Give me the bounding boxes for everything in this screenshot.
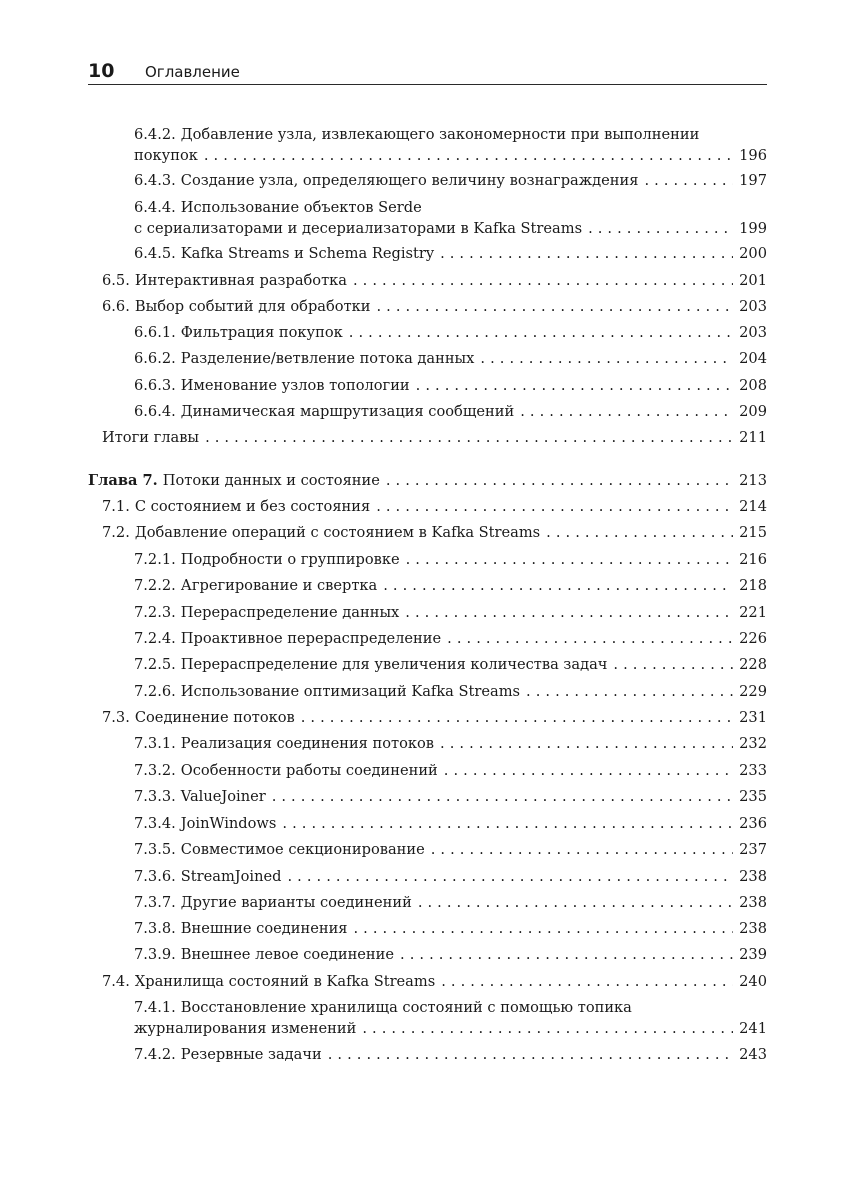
dot-leader <box>204 145 733 166</box>
page-number-ref: 233 <box>739 762 767 779</box>
dot-leader <box>205 427 733 448</box>
page-number-ref: 240 <box>739 973 767 990</box>
entry-title: Соединение потоков <box>134 709 295 726</box>
entry-number: 6.6.1. <box>134 324 176 341</box>
toc-entry[interactable] <box>88 602 767 623</box>
entry-number: 7.3.4. <box>134 815 176 832</box>
dot-leader <box>526 681 733 702</box>
dot-leader <box>588 218 733 239</box>
entry-number: 6.6.2. <box>134 350 176 367</box>
toc-entry[interactable] <box>88 839 767 860</box>
entry-title: Выбор событий для обработки <box>134 298 371 315</box>
page-number-ref: 197 <box>739 172 767 189</box>
dot-leader <box>287 866 733 887</box>
page-number-ref: 211 <box>739 429 767 446</box>
entry-number: 7.4.1. <box>134 999 176 1016</box>
toc-entry[interactable] <box>88 918 767 939</box>
page-number-ref: 238 <box>739 920 767 937</box>
toc-entry[interactable] <box>88 681 767 702</box>
toc-entry[interactable] <box>88 322 767 343</box>
entry-title: Добавление операций с состоянием в Kafka Streams <box>134 524 541 541</box>
entry-number: 6.4.2. <box>134 126 176 143</box>
page-number-ref: 229 <box>739 683 767 700</box>
dot-leader <box>328 1044 733 1065</box>
entry-title-line1: Восстановление хранилища состояний с помощью топика <box>180 999 632 1016</box>
toc-entry[interactable] <box>88 866 767 887</box>
page-number-ref: 201 <box>739 272 767 289</box>
page-number: 10 <box>88 60 115 82</box>
entry-number: 7.4.2. <box>134 1046 176 1063</box>
entry-number: 6.6. <box>102 298 130 315</box>
page-number-ref: 221 <box>739 604 767 621</box>
entry-title: Проактивное перераспределение <box>180 630 442 647</box>
toc-entry[interactable] <box>88 654 767 675</box>
entry-number: 7.3. <box>102 709 130 726</box>
page-number-ref: 231 <box>739 709 767 726</box>
dot-leader <box>383 575 733 596</box>
entry-title: покупок <box>134 147 198 164</box>
entry-title: Особенности работы соединений <box>180 762 438 779</box>
entry-title: Потоки данных и состояние <box>162 472 380 489</box>
page-number-ref: 203 <box>739 324 767 341</box>
entry-number: 6.4.5. <box>134 245 176 262</box>
page-number-ref: 238 <box>739 868 767 885</box>
dot-leader <box>431 839 733 860</box>
entry-number: 6.4.3. <box>134 172 176 189</box>
entry-title: Перераспределение для увеличения количества задач <box>180 656 608 673</box>
page-number-ref: 226 <box>739 630 767 647</box>
entry-number: Глава 7. <box>88 472 158 489</box>
page-number-ref: 237 <box>739 841 767 858</box>
entry-title: Внешнее левое соединение <box>180 946 395 963</box>
entry-title: Разделение/ветвление потока данных <box>180 350 475 367</box>
entry-title: Совместимое секционирование <box>180 841 425 858</box>
toc-entry[interactable] <box>88 270 767 291</box>
toc-entry[interactable] <box>88 971 767 992</box>
toc-entry[interactable] <box>88 813 767 834</box>
entry-title: Другие варианты соединений <box>180 894 412 911</box>
dot-leader <box>444 760 733 781</box>
entry-title: Перераспределение данных <box>180 604 400 621</box>
entry-title: Резервные задачи <box>180 1046 322 1063</box>
dot-leader <box>272 786 733 807</box>
page-number-ref: 238 <box>739 894 767 911</box>
entry-number: 7.1. <box>102 498 130 515</box>
entry-title: Именование узлов топологии <box>180 377 410 394</box>
entry-number: 7.3.9. <box>134 946 176 963</box>
page-number-ref: 208 <box>739 377 767 394</box>
entry-title: Kafka Streams и Schema Registry <box>180 245 435 262</box>
toc-entry[interactable] <box>88 124 767 166</box>
entry-title: Реализация соединения потоков <box>180 735 435 752</box>
dot-leader <box>440 733 733 754</box>
dot-leader <box>386 470 733 491</box>
dot-leader <box>362 1018 733 1039</box>
entry-title: Динамическая маршрутизация сообщений <box>180 403 515 420</box>
page-number-ref: 241 <box>739 1020 767 1037</box>
dot-leader <box>644 170 733 191</box>
dot-leader <box>546 522 733 543</box>
entry-title: Создание узла, определяющего величину вознаграждения <box>180 172 639 189</box>
dot-leader <box>354 918 734 939</box>
entry-title: Внешние соединения <box>180 920 348 937</box>
dot-leader <box>480 348 733 369</box>
entry-number: 7.2.1. <box>134 551 176 568</box>
toc-entry[interactable] <box>88 375 767 396</box>
toc-entry[interactable] <box>88 348 767 369</box>
entry-title: Агрегирование и свертка <box>180 577 378 594</box>
dot-leader <box>447 628 733 649</box>
page-number-ref: 209 <box>739 403 767 420</box>
entry-title-line1: Добавление узла, извлекающего закономерности при выполнении <box>180 126 700 143</box>
entry-number: 6.6.3. <box>134 377 176 394</box>
entry-title: Интерактивная разработка <box>134 272 347 289</box>
page-number-ref: 204 <box>739 350 767 367</box>
dot-leader <box>405 602 733 623</box>
entry-title: Подробности о группировке <box>180 551 400 568</box>
toc-entry[interactable] <box>88 892 767 913</box>
toc-entry[interactable] <box>88 944 767 965</box>
dot-leader <box>376 496 733 517</box>
toc-chapter-entry[interactable] <box>88 470 767 491</box>
toc-entry[interactable] <box>88 1044 767 1065</box>
page-number-ref: 214 <box>739 498 767 515</box>
entry-title: JoinWindows <box>180 815 277 832</box>
entry-number: 7.3.6. <box>134 868 176 885</box>
dot-leader <box>377 296 734 317</box>
dot-leader <box>400 944 733 965</box>
entry-number: 7.3.1. <box>134 735 176 752</box>
dot-leader <box>282 813 733 834</box>
dot-leader <box>613 654 733 675</box>
toc-entry[interactable] <box>88 427 767 448</box>
page-number-ref: 243 <box>739 1046 767 1063</box>
toc-entry[interactable] <box>88 760 767 781</box>
entry-number: 7.2.6. <box>134 683 176 700</box>
dot-leader <box>440 243 733 264</box>
dot-leader <box>520 401 733 422</box>
toc-entry[interactable] <box>88 549 767 570</box>
entry-title: Использование оптимизаций Kafka Streams <box>180 683 521 700</box>
page-number-ref: 199 <box>739 220 767 237</box>
page-number-ref: 236 <box>739 815 767 832</box>
entry-title: журналирования изменений <box>134 1020 357 1037</box>
toc-entry[interactable] <box>88 628 767 649</box>
toc-entry[interactable] <box>88 786 767 807</box>
toc-entry[interactable] <box>88 575 767 596</box>
page-number-ref: 196 <box>739 147 767 164</box>
entry-number: 7.3.8. <box>134 920 176 937</box>
entry-title: С состоянием и без состояния <box>134 498 371 515</box>
entry-number: 7.2.4. <box>134 630 176 647</box>
dot-leader <box>349 322 733 343</box>
toc-entry[interactable] <box>88 496 767 517</box>
entry-number: 7.2.5. <box>134 656 176 673</box>
dot-leader <box>301 707 733 728</box>
page-number-ref: 200 <box>739 245 767 262</box>
entry-title: Фильтрация покупок <box>180 324 343 341</box>
page-number-ref: 215 <box>739 524 767 541</box>
toc-entry[interactable] <box>88 707 767 728</box>
entry-title: с сериализаторами и десериализаторами в Kafka Streams <box>134 220 583 237</box>
toc-entry[interactable] <box>88 243 767 264</box>
entry-number: 7.3.2. <box>134 762 176 779</box>
page-number-ref: 235 <box>739 788 767 805</box>
entry-number: 6.6.4. <box>134 403 176 420</box>
entry-number: 7.3.5. <box>134 841 176 858</box>
entry-number: 7.3.3. <box>134 788 176 805</box>
entry-number: 6.4.4. <box>134 199 176 216</box>
entry-number: 7.4. <box>102 973 130 990</box>
entry-number: 6.5. <box>102 272 130 289</box>
entry-title: Итоги главы <box>102 429 200 446</box>
toc-entry[interactable] <box>88 197 767 239</box>
page-number-ref: 218 <box>739 577 767 594</box>
entry-number: 7.2.3. <box>134 604 176 621</box>
dot-leader <box>406 549 734 570</box>
dot-leader <box>416 375 733 396</box>
toc-entry[interactable] <box>88 997 767 1039</box>
toc-entry[interactable] <box>88 733 767 754</box>
entry-title-line1: Использование объектов Serde <box>180 199 422 216</box>
page-number-ref: 239 <box>739 946 767 963</box>
page-number-ref: 228 <box>739 656 767 673</box>
entry-number: 7.2. <box>102 524 130 541</box>
toc-entry[interactable] <box>88 401 767 422</box>
entry-title: ValueJoiner <box>180 788 266 805</box>
entry-number: 7.3.7. <box>134 894 176 911</box>
page-number-ref: 216 <box>739 551 767 568</box>
toc-entry[interactable] <box>88 170 767 191</box>
page-header <box>88 58 767 85</box>
dot-leader <box>418 892 733 913</box>
toc-entry[interactable] <box>88 522 767 543</box>
toc-entry[interactable] <box>88 296 767 317</box>
running-title: Оглавление <box>145 63 240 81</box>
entry-title: Хранилища состояний в Kafka Streams <box>134 973 436 990</box>
dot-leader <box>441 971 733 992</box>
entry-title: StreamJoined <box>180 868 282 885</box>
page-number-ref: 203 <box>739 298 767 315</box>
dot-leader <box>353 270 733 291</box>
page-number-ref: 232 <box>739 735 767 752</box>
page-number-ref: 213 <box>739 472 767 489</box>
entry-number: 7.2.2. <box>134 577 176 594</box>
